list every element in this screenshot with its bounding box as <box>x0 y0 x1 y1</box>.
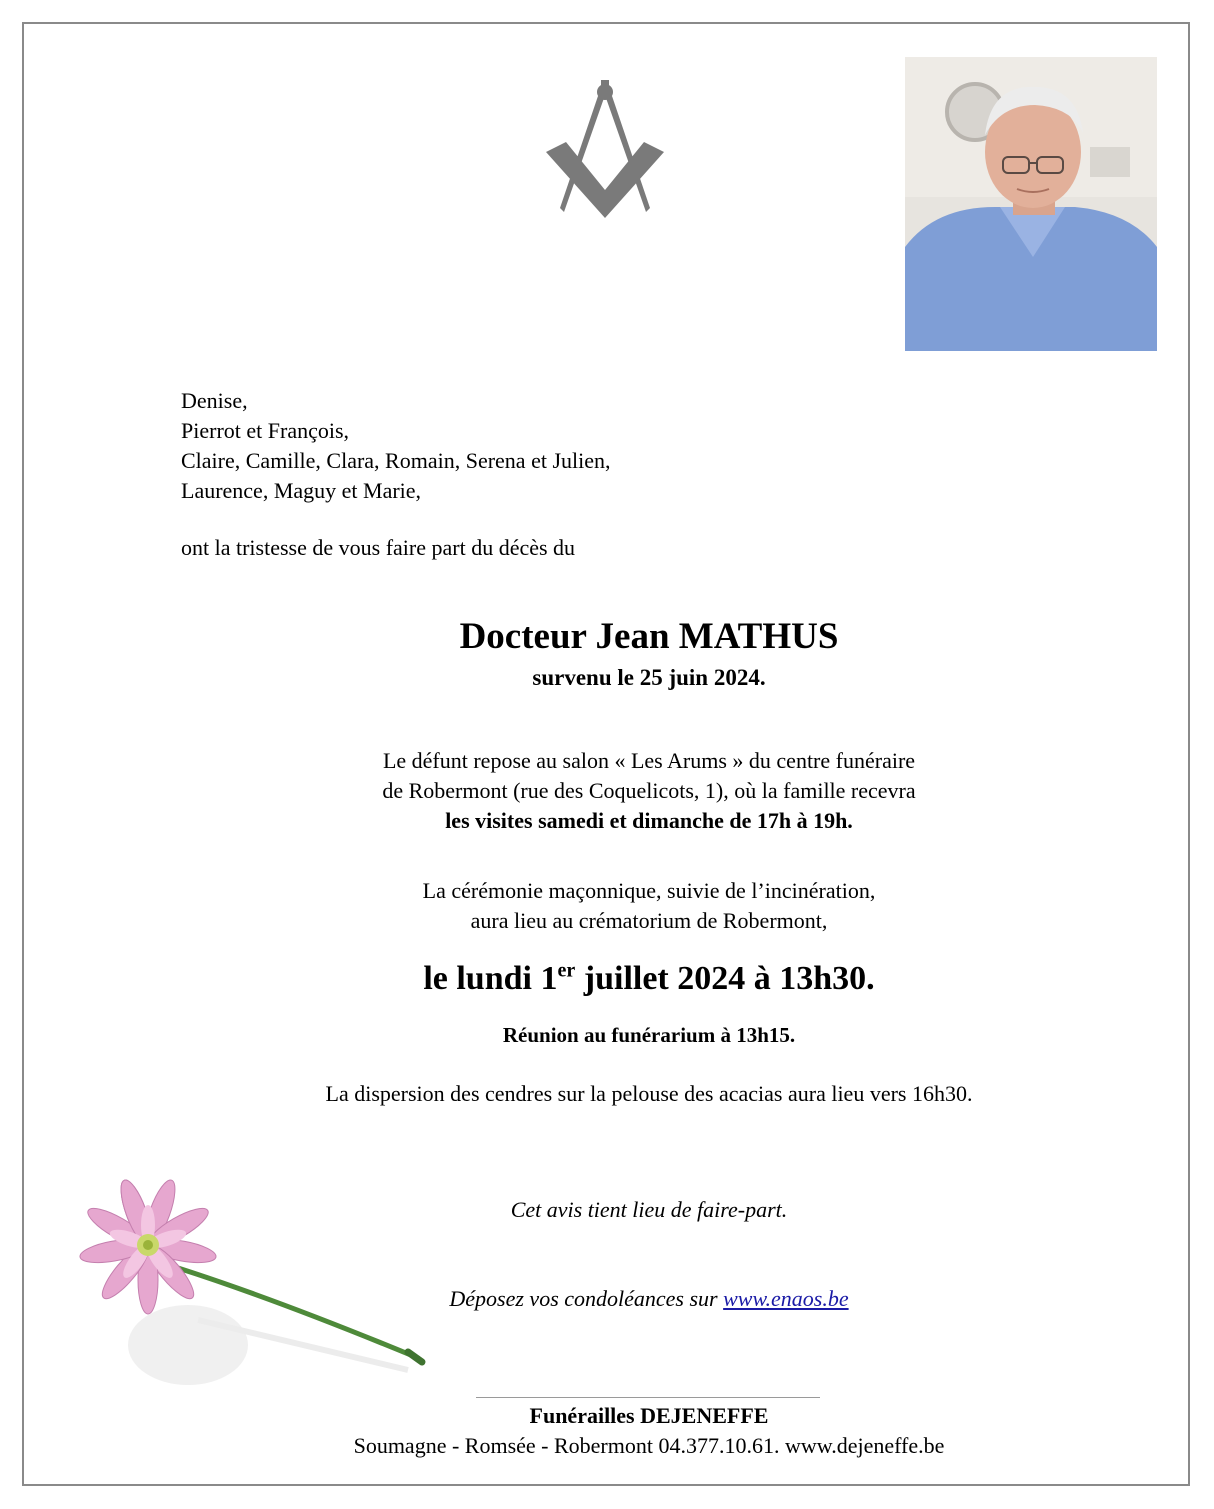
visitation-paragraph <box>0 746 1214 836</box>
visitation-hours: les visites samedi et dimanche de 17h à 19h. <box>445 808 853 833</box>
ceremony-line: aura lieu au crématorium de Robermont, <box>470 908 828 933</box>
condolences-text: Déposez vos condoléances sur <box>449 1286 724 1311</box>
ash-dispersion: La dispersion des cendres sur la pelouse des acacias aura lieu vers 16h30. <box>325 1081 973 1106</box>
family-line: Laurence, Maguy et Marie, <box>181 478 422 503</box>
notice-statement: Cet avis tient lieu de faire-part. <box>510 1197 788 1222</box>
condolences-link[interactable]: www.enaos.be <box>723 1286 849 1311</box>
announcement-intro: ont la tristesse de vous faire part du décès du <box>181 535 576 560</box>
deceased-name: Docteur Jean MATHUS <box>459 616 839 657</box>
ceremony-paragraph <box>0 876 1214 936</box>
portrait-photo <box>905 57 1157 351</box>
reunion-time: Réunion au funérarium à 13h15. <box>502 1023 796 1047</box>
visitation-line: de Robermont (rue des Coquelicots, 1), où la famille recevra <box>382 778 916 803</box>
footer-divider <box>476 1397 820 1398</box>
family-line: Pierrot et François, <box>181 418 350 443</box>
death-date: survenu le 25 juin 2024. <box>532 665 766 690</box>
family-list <box>181 386 611 506</box>
funeral-home-address: Soumagne - Romsée - Robermont 04.377.10.61. www.dejeneffe.be <box>353 1433 945 1458</box>
ceremony-line: La cérémonie maçonnique, suivie de l’incinération, <box>422 878 876 903</box>
ceremony-date-suffix: juillet 2024 à 13h30. <box>575 960 875 997</box>
ceremony-date-sup: er <box>557 959 576 982</box>
visitation-line: Le défunt repose au salon « Les Arums » du centre funéraire <box>382 748 916 773</box>
ceremony-date-prefix: le lundi 1 <box>423 960 558 997</box>
family-line: Denise, <box>181 388 248 413</box>
ceremony-date <box>0 957 1214 1001</box>
funeral-home-name: Funérailles DEJENEFFE <box>529 1403 769 1428</box>
pink-flower-illustration <box>78 1170 438 1400</box>
square-and-compass-icon <box>542 80 672 225</box>
family-line: Claire, Camille, Clara, Romain, Serena et Julien, <box>181 448 611 473</box>
